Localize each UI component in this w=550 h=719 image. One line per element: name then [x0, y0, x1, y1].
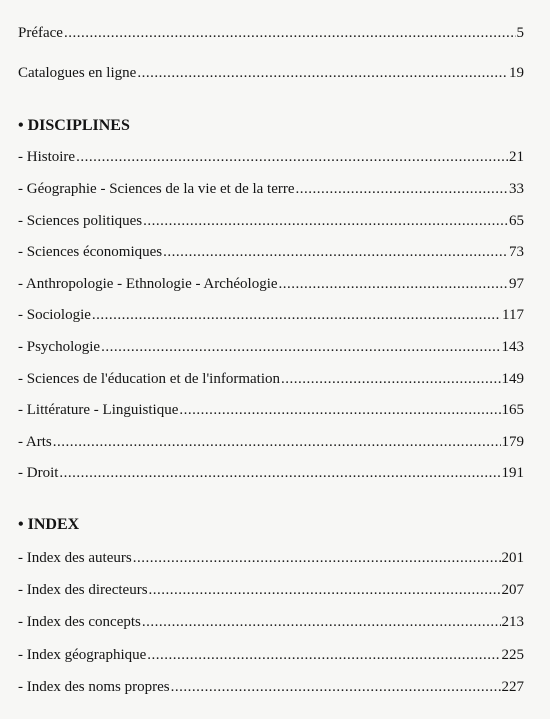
- dot-leader: [163, 241, 508, 263]
- toc-entry: [18, 611, 524, 633]
- toc-entry: [18, 547, 524, 569]
- dot-leader: [92, 304, 501, 326]
- toc-page-number: 73: [509, 244, 524, 260]
- dot-leader: [53, 431, 501, 453]
- toc-entry: [18, 368, 524, 390]
- toc-page-number: 191: [501, 465, 524, 481]
- toc-entry-label: - Sociologie: [18, 307, 91, 323]
- toc-entry-label: - Histoire: [18, 149, 76, 165]
- toc-entry: [18, 579, 524, 601]
- toc-entry: [18, 462, 524, 484]
- toc-page-number: 225: [501, 647, 524, 663]
- dot-leader: [281, 368, 501, 390]
- toc-entry-label: - Psychologie: [18, 339, 101, 355]
- toc-page-number: 165: [501, 402, 524, 418]
- toc-page-number: 149: [501, 371, 524, 387]
- toc-entry: [18, 304, 524, 326]
- toc-page-number: 207: [501, 582, 524, 598]
- toc-page-number: 213: [501, 614, 524, 630]
- toc-entry-label: - Sciences économiques: [18, 244, 163, 260]
- toc-entry: [18, 399, 524, 421]
- toc-page-number: 201: [501, 550, 524, 566]
- toc-page-number: 97: [509, 276, 524, 292]
- toc-entry-preface: [18, 22, 524, 44]
- toc-entry-label: - Sciences politiques: [18, 213, 143, 229]
- toc-page-number: 21: [509, 149, 524, 165]
- toc-entry-label: - Index des auteurs: [18, 550, 132, 566]
- dot-leader: [279, 273, 508, 295]
- toc-page-number: 5: [516, 25, 524, 41]
- dot-leader: [149, 579, 501, 601]
- toc-entry: [18, 431, 524, 453]
- toc-entry-label: - Droit: [18, 465, 59, 481]
- toc-entry-label: - Littérature - Linguistique: [18, 402, 179, 418]
- toc-entry-label: - Index géographique: [18, 647, 147, 663]
- toc-entry-label: - Sciences de l'éducation et de l'information: [18, 371, 280, 387]
- toc-page-number: 19: [509, 65, 524, 81]
- dot-leader: [142, 611, 501, 633]
- dot-leader: [101, 336, 500, 358]
- toc-entry: [18, 676, 524, 698]
- toc-entry-label: Préface: [18, 25, 63, 41]
- toc-entry: [18, 336, 524, 358]
- toc-page-number: 143: [501, 339, 524, 355]
- dot-leader: [59, 462, 500, 484]
- section-heading-disciplines: • DISCIPLINES: [18, 117, 130, 134]
- dot-leader: [143, 210, 508, 232]
- dot-leader: [147, 644, 500, 666]
- toc-entry-label: - Index des noms propres: [18, 679, 170, 695]
- toc-entry-label: - Géographie - Sciences de la vie et de la terre: [18, 181, 295, 197]
- toc-entry: [18, 210, 524, 232]
- dot-leader: [171, 676, 501, 698]
- toc-entry: [18, 178, 524, 200]
- toc-entry-label: - Index des directeurs: [18, 582, 148, 598]
- toc-page-number: 33: [509, 181, 524, 197]
- dot-leader: [76, 146, 508, 168]
- dot-leader: [133, 547, 501, 569]
- toc-entry: [18, 146, 524, 168]
- toc-page-number: 65: [509, 213, 524, 229]
- toc-page-number: 179: [501, 434, 524, 450]
- toc-entry-label: Catalogues en ligne: [18, 65, 137, 81]
- toc-entry-label: - Arts: [18, 434, 52, 450]
- toc-entry-label: - Index des concepts: [18, 614, 141, 630]
- dot-leader: [296, 178, 508, 200]
- toc-entry-label: - Anthropologie - Ethnologie - Archéologie: [18, 276, 278, 292]
- dot-leader: [137, 62, 508, 84]
- toc-page-number: 117: [502, 307, 524, 323]
- toc-entry: [18, 273, 524, 295]
- dot-leader: [64, 22, 516, 44]
- toc-entry: [18, 241, 524, 263]
- section-heading-index: • INDEX: [18, 516, 80, 533]
- toc-entry: [18, 644, 524, 666]
- toc-entry-catalogues: [18, 62, 524, 84]
- dot-leader: [179, 399, 500, 421]
- toc-page-number: 227: [501, 679, 524, 695]
